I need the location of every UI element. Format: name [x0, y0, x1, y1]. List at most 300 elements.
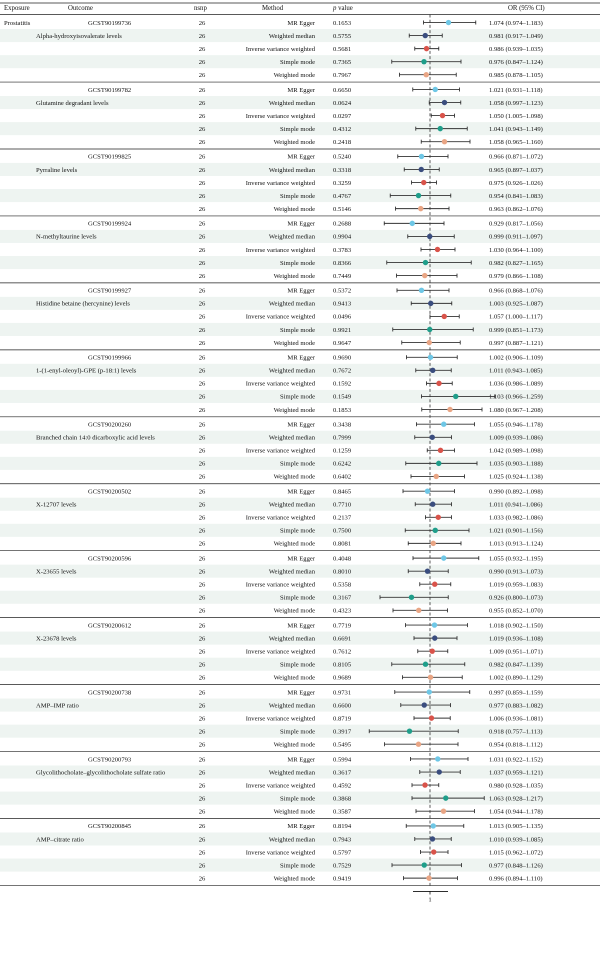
p-value: 0.0624 — [333, 99, 352, 107]
or-ci-value: 1.063 (0.928–1.217) — [489, 795, 543, 803]
p-value: 0.1549 — [333, 393, 352, 401]
or-ci-value: 0.999 (0.851–1.173) — [489, 326, 543, 334]
p-value: 0.4767 — [333, 192, 352, 200]
method-label: Weighted mode — [273, 272, 315, 280]
or-ci-value: 0.954 (0.818–1.112) — [489, 741, 543, 749]
p-value: 0.3438 — [333, 421, 352, 429]
outcome-id: GCST90200502 — [88, 488, 132, 496]
nsnp-value: 26 — [198, 326, 206, 334]
method-label: Inverse variance weighted — [245, 514, 315, 522]
method-label: Inverse variance weighted — [245, 380, 315, 388]
table-rules — [0, 3, 600, 885]
or-ci-value: 1.002 (0.906–1.109) — [489, 354, 543, 362]
p-value: 0.7365 — [333, 58, 352, 66]
estimate-point — [441, 555, 446, 560]
outcome-name: AMP–citrate ratio — [36, 836, 84, 844]
p-value: 0.2688 — [333, 220, 352, 228]
estimate-point — [428, 301, 433, 306]
estimate-point — [436, 461, 441, 466]
or-ci-value: 1.074 (0.974–1.183) — [489, 19, 543, 27]
p-value: 0.6242 — [333, 460, 352, 468]
or-ci-value: 1.019 (0.936–1.108) — [489, 635, 543, 643]
p-value: 0.5146 — [333, 205, 352, 213]
estimate-point — [427, 234, 432, 239]
nsnp-value: 26 — [198, 45, 206, 53]
method-label: MR Egger — [287, 153, 315, 161]
method-label: Simple mode — [280, 527, 315, 535]
p-value: 0.9647 — [333, 339, 352, 347]
p-value: 0.5495 — [333, 741, 352, 749]
method-label: MR Egger — [287, 689, 315, 697]
method-label: Inverse variance weighted — [245, 782, 315, 790]
nsnp-value: 26 — [198, 138, 206, 146]
method-label: MR Egger — [287, 287, 315, 295]
nsnp-value: 26 — [198, 460, 206, 468]
method-label: Weighted mode — [273, 339, 315, 347]
nsnp-value: 26 — [198, 72, 206, 80]
or-ci-value: 0.954 (0.841–1.083) — [489, 192, 543, 200]
outcome-id: GCST90199924 — [88, 220, 132, 228]
p-value: 0.9690 — [333, 354, 352, 362]
nsnp-value: 26 — [198, 568, 206, 576]
p-value: 0.2418 — [333, 138, 352, 146]
header-method: Method — [262, 5, 284, 12]
p-value: 0.5358 — [333, 581, 352, 589]
method-label: Weighted mode — [273, 473, 315, 481]
or-ci-value: 0.990 (0.892–1.098) — [489, 488, 543, 496]
or-ci-value: 1.021 (0.931–1.118) — [489, 86, 543, 94]
nsnp-value: 26 — [198, 339, 206, 347]
p-value: 0.1592 — [333, 380, 352, 388]
outcome-id: GCST90200596 — [88, 555, 132, 563]
nsnp-value: 26 — [198, 782, 206, 790]
nsnp-value: 26 — [198, 58, 206, 66]
nsnp-value: 26 — [198, 808, 206, 816]
p-value: 0.7529 — [333, 862, 352, 870]
method-label: Inverse variance weighted — [245, 581, 315, 589]
p-value: 0.0297 — [333, 112, 352, 120]
method-label: Weighted mode — [273, 808, 315, 816]
estimate-point — [430, 836, 435, 841]
nsnp-value: 26 — [198, 823, 206, 831]
method-label: Weighted median — [268, 434, 315, 442]
nsnp-value: 26 — [198, 741, 206, 749]
p-value: 0.3167 — [333, 594, 352, 602]
nsnp-value: 26 — [198, 594, 206, 602]
method-label: MR Egger — [287, 756, 315, 764]
method-label: Weighted mode — [273, 875, 315, 883]
p-value: 0.9921 — [333, 326, 352, 334]
or-ci-value: 1.009 (0.939–1.086) — [489, 434, 543, 442]
method-label: Simple mode — [280, 192, 315, 200]
nsnp-value: 26 — [198, 715, 206, 723]
nsnp-value: 26 — [198, 272, 206, 280]
p-value: 0.3617 — [333, 769, 352, 777]
header-p-italic: p — [333, 5, 337, 12]
outcome-id: GCST90199966 — [88, 354, 132, 362]
estimate-point — [432, 582, 437, 587]
outcome-id: GCST90200738 — [88, 689, 132, 697]
method-label: Inverse variance weighted — [245, 715, 315, 723]
p-value: 0.1653 — [333, 19, 352, 27]
p-value: 0.4048 — [333, 555, 352, 563]
nsnp-value: 26 — [198, 233, 206, 241]
estimate-point — [438, 126, 443, 131]
nsnp-value: 26 — [198, 406, 206, 414]
p-value: 0.8081 — [333, 540, 352, 548]
p-value: 0.1853 — [333, 406, 352, 414]
or-ci-value: 1.058 (0.997–1.123) — [489, 99, 543, 107]
p-value: 0.8366 — [333, 259, 352, 267]
p-value: 0.6402 — [333, 473, 352, 481]
nsnp-value: 26 — [198, 635, 206, 643]
outcome-name: Branched chain 14:0 dicarboxylic acid levels — [36, 434, 155, 442]
or-ci-value: 1.025 (0.924–1.138) — [489, 473, 543, 481]
nsnp-value: 26 — [198, 259, 206, 267]
method-label: Weighted mode — [273, 205, 315, 213]
nsnp-value: 26 — [198, 875, 206, 883]
estimate-point — [429, 715, 434, 720]
estimate-point — [422, 862, 427, 867]
or-ci-value: 1.030 (0.964–1.100) — [489, 246, 543, 254]
p-value: 0.8719 — [333, 715, 352, 723]
or-ci-value: 0.975 (0.926–1.026) — [489, 179, 543, 187]
nsnp-value: 26 — [198, 393, 206, 401]
p-value: 0.7999 — [333, 434, 352, 442]
p-value: 0.3783 — [333, 246, 352, 254]
estimate-point — [421, 59, 426, 64]
header-exposure: Exposure — [4, 5, 30, 12]
p-value: 0.8194 — [333, 823, 352, 831]
estimate-point — [422, 782, 427, 787]
or-ci-value: 0.976 (0.847–1.124) — [489, 58, 543, 66]
nsnp-value: 26 — [198, 112, 206, 120]
nsnp-value: 26 — [198, 540, 206, 548]
method-label: MR Egger — [287, 354, 315, 362]
method-label: Weighted mode — [273, 674, 315, 682]
estimate-point — [441, 808, 446, 813]
method-label: Simple mode — [280, 728, 315, 736]
nsnp-value: 26 — [198, 527, 206, 535]
nsnp-value: 26 — [198, 166, 206, 174]
or-ci-value: 0.926 (0.800–1.073) — [489, 594, 543, 602]
method-label: Inverse variance weighted — [245, 849, 315, 857]
or-ci-value: 1.058 (0.965–1.160) — [489, 138, 543, 146]
nsnp-value: 26 — [198, 862, 206, 870]
estimate-point — [447, 407, 452, 412]
nsnp-value: 26 — [198, 702, 206, 710]
method-label: Simple mode — [280, 795, 315, 803]
estimate-point — [427, 327, 432, 332]
or-ci-value: 1.033 (0.982–1.086) — [489, 514, 543, 522]
method-label: MR Egger — [287, 19, 315, 27]
nsnp-value: 26 — [198, 367, 206, 375]
nsnp-value: 26 — [198, 313, 206, 321]
estimate-point — [442, 139, 447, 144]
outcome-id: GCST90200793 — [88, 756, 132, 764]
estimate-point — [416, 608, 421, 613]
estimate-point — [430, 435, 435, 440]
estimate-point — [446, 20, 451, 25]
method-label: Inverse variance weighted — [245, 112, 315, 120]
outcome-name: Pyrraline levels — [36, 166, 78, 174]
p-value: 0.3868 — [333, 795, 352, 803]
nsnp-value: 26 — [198, 192, 206, 200]
method-label: Weighted mode — [273, 72, 315, 80]
or-ci-value: 1.006 (0.936–1.081) — [489, 715, 543, 723]
nsnp-value: 26 — [198, 434, 206, 442]
method-label: Weighted median — [268, 836, 315, 844]
nsnp-value: 26 — [198, 689, 206, 697]
estimate-point — [419, 288, 424, 293]
estimate-point — [443, 795, 448, 800]
nsnp-value: 26 — [198, 648, 206, 656]
estimate-point — [423, 260, 428, 265]
nsnp-value: 26 — [198, 661, 206, 669]
or-ci-value: 1.042 (0.989–1.098) — [489, 447, 543, 455]
estimate-point — [453, 394, 458, 399]
estimate-point — [433, 528, 438, 533]
estimate-point — [438, 448, 443, 453]
method-label: Weighted median — [268, 233, 315, 241]
estimate-point — [433, 87, 438, 92]
outcome-id: GCST90199927 — [88, 287, 132, 295]
method-label: Weighted median — [268, 166, 315, 174]
outcome-name: AMP–IMP ratio — [36, 702, 79, 710]
p-value: 0.6650 — [333, 86, 352, 94]
estimate-point — [418, 206, 423, 211]
or-ci-value: 1.003 (0.925–1.087) — [489, 300, 543, 308]
or-ci-value: 0.966 (0.871–1.072) — [489, 153, 543, 161]
method-label: Simple mode — [280, 661, 315, 669]
estimate-point — [424, 46, 429, 51]
p-value: 0.3318 — [333, 166, 352, 174]
or-ci-value: 1.055 (0.932–1.195) — [489, 555, 543, 563]
p-value: 0.5372 — [333, 287, 352, 295]
method-label: Weighted median — [268, 769, 315, 777]
or-ci-value: 0.966 (0.868–1.076) — [489, 287, 543, 295]
method-label: Inverse variance weighted — [245, 179, 315, 187]
or-ci-value: 1.002 (0.890–1.129) — [489, 674, 543, 682]
nsnp-value: 26 — [198, 220, 206, 228]
or-ci-value: 1.080 (0.967–1.208) — [489, 406, 543, 414]
method-label: Simple mode — [280, 594, 315, 602]
or-ci-value: 0.963 (0.862–1.076) — [489, 205, 543, 213]
or-ci-value: 1.010 (0.939–1.085) — [489, 836, 543, 844]
nsnp-value: 26 — [198, 19, 206, 27]
or-ci-value: 1.015 (0.962–1.072) — [489, 849, 543, 857]
or-ci-value: 0.999 (0.911–1.097) — [489, 233, 543, 241]
or-ci-value: 1.041 (0.943–1.149) — [489, 125, 543, 133]
or-ci-value: 1.031 (0.922–1.152) — [489, 756, 543, 764]
outcome-name: X-23655 levels — [36, 568, 77, 576]
method-label: Weighted median — [268, 300, 315, 308]
outcome-id: GCST90200845 — [88, 823, 132, 831]
or-ci-value: 1.013 (0.913–1.124) — [489, 540, 543, 548]
or-ci-value: 0.982 (0.827–1.165) — [489, 259, 543, 267]
method-label: Weighted median — [268, 635, 315, 643]
p-value: 0.7449 — [333, 272, 352, 280]
estimate-point — [430, 648, 435, 653]
p-value: 0.0496 — [333, 313, 352, 321]
method-label: Weighted mode — [273, 741, 315, 749]
p-value: 0.9419 — [333, 875, 352, 883]
estimate-point — [410, 221, 415, 226]
method-label: Simple mode — [280, 125, 315, 133]
outcome-name: Histidine betaine (hercynine) levels — [36, 300, 130, 308]
or-ci-value: 0.981 (0.917–1.049) — [489, 32, 543, 40]
estimate-point — [427, 689, 432, 694]
method-label: MR Egger — [287, 555, 315, 563]
header-p-rest: value — [336, 5, 353, 12]
estimate-point — [407, 728, 412, 733]
estimate-point — [416, 742, 421, 747]
or-ci-value: 1.057 (1.000–1.117) — [489, 313, 543, 321]
or-ci-value: 1.013 (0.905–1.135) — [489, 823, 543, 831]
exposure-label: Prostatitis — [4, 19, 31, 27]
estimate-point — [409, 595, 414, 600]
outcome-id: GCST90199825 — [88, 153, 132, 161]
estimate-point — [431, 823, 436, 828]
p-value: 0.6691 — [333, 635, 352, 643]
estimate-point — [441, 422, 446, 427]
header-or: OR (95% CI) — [508, 5, 545, 12]
method-label: Weighted median — [268, 501, 315, 509]
or-ci-value: 0.979 (0.866–1.108) — [489, 272, 543, 280]
method-label: Inverse variance weighted — [245, 447, 315, 455]
method-label: Simple mode — [280, 326, 315, 334]
nsnp-value: 26 — [198, 836, 206, 844]
p-value: 0.4323 — [333, 607, 352, 615]
nsnp-value: 26 — [198, 488, 206, 496]
nsnp-value: 26 — [198, 728, 206, 736]
estimate-point — [428, 355, 433, 360]
estimate-point — [426, 875, 431, 880]
p-value: 0.8105 — [333, 661, 352, 669]
nsnp-value: 26 — [198, 769, 206, 777]
estimate-point — [431, 849, 436, 854]
or-ci-value: 0.918 (0.757–1.113) — [489, 728, 543, 736]
estimate-point — [416, 193, 421, 198]
p-value: 0.8010 — [333, 568, 352, 576]
method-label: MR Egger — [287, 622, 315, 630]
method-label: Simple mode — [280, 259, 315, 267]
estimate-point — [421, 180, 426, 185]
table-header — [4, 5, 545, 12]
nsnp-value: 26 — [198, 354, 206, 362]
p-value: 0.5797 — [333, 849, 352, 857]
estimate-point — [425, 488, 430, 493]
nsnp-value: 26 — [198, 607, 206, 615]
estimate-point — [440, 113, 445, 118]
or-ci-value: 1.036 (0.986–1.089) — [489, 380, 543, 388]
p-value: 0.5755 — [333, 32, 352, 40]
outcome-id: GCST90199782 — [88, 86, 132, 94]
estimate-point — [435, 247, 440, 252]
nsnp-value: 26 — [198, 99, 206, 107]
outcome-id: GCST90199736 — [88, 19, 132, 27]
nsnp-value: 26 — [198, 287, 206, 295]
method-label: Inverse variance weighted — [245, 313, 315, 321]
method-label: Simple mode — [280, 862, 315, 870]
method-label: Weighted median — [268, 568, 315, 576]
method-label: Inverse variance weighted — [245, 45, 315, 53]
outcome-name: Glutamine degradant levels — [36, 99, 109, 107]
nsnp-value: 26 — [198, 501, 206, 509]
estimate-point — [422, 702, 427, 707]
nsnp-value: 26 — [198, 32, 206, 40]
x-axis — [413, 891, 448, 903]
estimate-point — [436, 515, 441, 520]
or-ci-value: 1.050 (1.005–1.098) — [489, 112, 543, 120]
p-value: 0.3259 — [333, 179, 352, 187]
estimate-point — [432, 635, 437, 640]
nsnp-value: 26 — [198, 581, 206, 589]
outcome-name: 1-(1-enyl-oleoyl)-GPE (p-18:1) levels — [36, 367, 137, 375]
p-value: 0.7943 — [333, 836, 352, 844]
or-ci-value: 1.021 (0.901–1.156) — [489, 527, 543, 535]
method-label: Weighted median — [268, 99, 315, 107]
estimate-point — [431, 541, 436, 546]
method-label: Simple mode — [280, 58, 315, 66]
method-label: MR Egger — [287, 823, 315, 831]
p-value: 0.9904 — [333, 233, 352, 241]
p-value: 0.9689 — [333, 674, 352, 682]
header-p-value — [332, 5, 353, 12]
estimate-point — [435, 756, 440, 761]
nsnp-value: 26 — [198, 756, 206, 764]
method-label: MR Egger — [287, 421, 315, 429]
method-label: MR Egger — [287, 220, 315, 228]
nsnp-value: 26 — [198, 514, 206, 522]
method-label: Inverse variance weighted — [245, 246, 315, 254]
p-value: 0.6600 — [333, 702, 352, 710]
nsnp-value: 26 — [198, 795, 206, 803]
method-label: Weighted mode — [273, 607, 315, 615]
method-label: Inverse variance weighted — [245, 648, 315, 656]
p-value: 0.5240 — [333, 153, 352, 161]
p-value: 0.7967 — [333, 72, 352, 80]
estimate-point — [425, 568, 430, 573]
or-ci-value: 0.997 (0.887–1.121) — [489, 339, 543, 347]
p-value: 0.7672 — [333, 367, 352, 375]
nsnp-value: 26 — [198, 473, 206, 481]
estimate-point — [427, 340, 432, 345]
p-value: 0.4592 — [333, 782, 352, 790]
estimate-point — [419, 167, 424, 172]
outcome-id: GCST90200612 — [88, 622, 132, 630]
method-label: Weighted median — [268, 32, 315, 40]
or-ci-value: 1.011 (0.943–1.085) — [489, 367, 543, 375]
method-label: Simple mode — [280, 460, 315, 468]
outcome-name: Alpha-hydroxyisovalerate levels — [36, 32, 122, 40]
outcome-id: GCST90200260 — [88, 421, 132, 429]
nsnp-value: 26 — [198, 622, 206, 630]
outcome-name: X-23678 levels — [36, 635, 77, 643]
outcome-name: N-methyltaurine levels — [36, 233, 97, 241]
or-ci-value: 0.997 (0.859–1.159) — [489, 689, 543, 697]
or-ci-value: 1.009 (0.951–1.071) — [489, 648, 543, 656]
p-value: 0.5681 — [333, 45, 352, 53]
or-ci-value: 0.977 (0.848–1.126) — [489, 862, 543, 870]
nsnp-value: 26 — [198, 179, 206, 187]
p-value: 0.7719 — [333, 622, 352, 630]
method-label: Simple mode — [280, 393, 315, 401]
outcome-name: X-12707 levels — [36, 501, 77, 509]
or-ci-value: 0.990 (0.913–1.073) — [489, 568, 543, 576]
p-value: 0.3917 — [333, 728, 352, 736]
or-ci-value: 1.019 (0.959–1.083) — [489, 581, 543, 589]
